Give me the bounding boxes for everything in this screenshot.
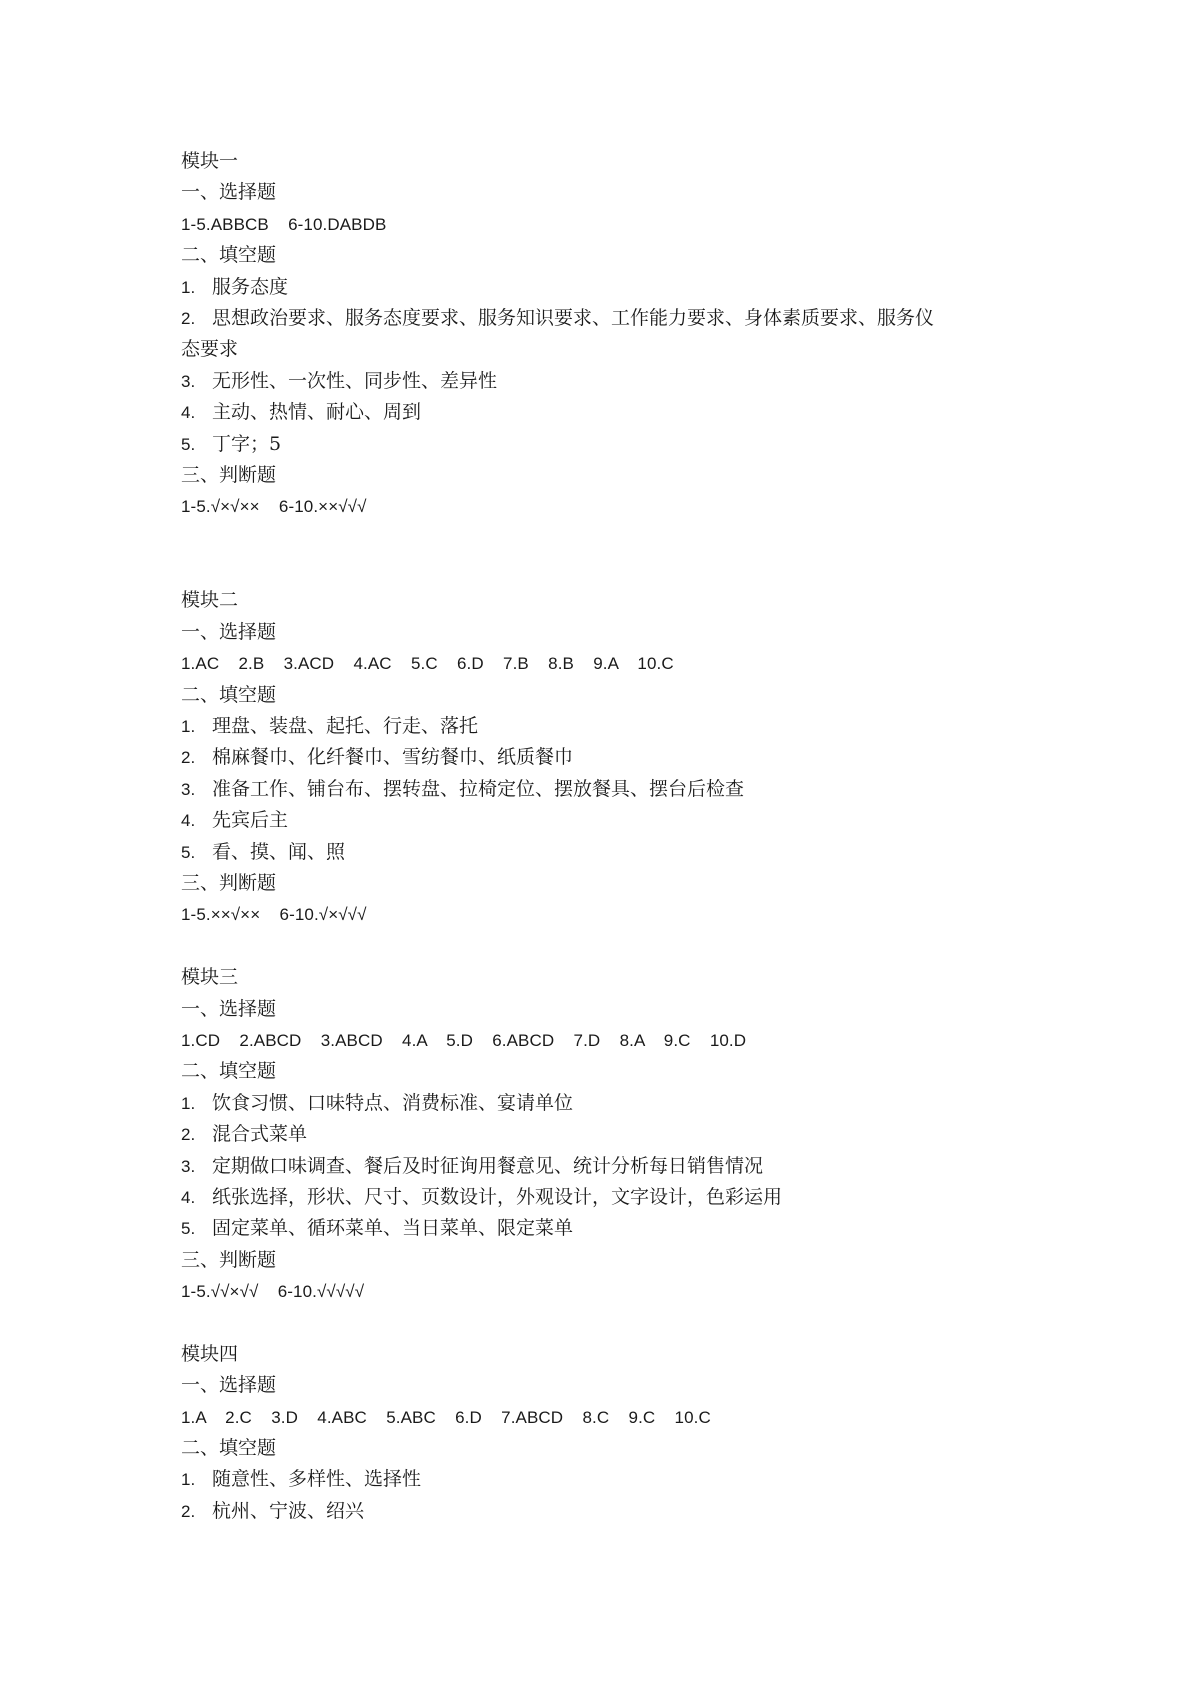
- fill-item-number: 5.: [181, 434, 196, 454]
- module-2: [181, 585, 1031, 930]
- fill-item-text: 定期做口味调查、餐后及时征询用餐意见、统计分析每日销售情况: [212, 1154, 764, 1177]
- fill-item: [181, 303, 1031, 334]
- module-3: [181, 962, 1031, 1307]
- fill-item-text: 纸张选择，形状、尺寸、页数设计，外观设计，文字设计，色彩运用: [212, 1185, 783, 1208]
- fill-item-continuation: [181, 334, 1031, 365]
- fill-item-text: 服务态度: [212, 275, 289, 298]
- spacer: [181, 523, 1031, 586]
- section-heading-choice: 一、选择题: [181, 997, 277, 1020]
- fill-item-text: 无形性、一次性、同步性、差异性: [212, 369, 498, 392]
- fill-item-number: 2.: [181, 748, 196, 768]
- fill-item-number: 1.: [181, 277, 196, 297]
- section-heading-judge: 三、判断题: [181, 1248, 277, 1271]
- module-4: [181, 1339, 1031, 1527]
- fill-item: [181, 1151, 1031, 1182]
- fill-item: [181, 397, 1031, 428]
- module-title: 模块一: [181, 150, 239, 172]
- fill-item-number: 2.: [181, 1501, 196, 1521]
- choice-answers: 1.A 2.C 3.D 4.ABC 5.ABC 6.D 7.ABCD 8.C 9.C 10.C: [181, 1407, 711, 1427]
- section-heading-judge: 三、判断题: [181, 872, 277, 894]
- fill-item-number: 3.: [181, 1156, 196, 1176]
- fill-item-number: 2.: [181, 1125, 196, 1145]
- fill-item-number: 1.: [181, 1093, 196, 1113]
- fill-item-number: 5.: [181, 1219, 196, 1239]
- fill-item-text: 固定菜单、循环菜单、当日菜单、限定菜单: [212, 1217, 574, 1240]
- fill-item-text: 主动、热情、耐心、周到: [212, 401, 422, 424]
- fill-item: [181, 272, 1031, 303]
- fill-item: [181, 837, 1031, 868]
- fill-item: [181, 774, 1031, 805]
- fill-item-number: 1.: [181, 717, 196, 737]
- judge-answers: 1-5.√√×√√ 6-10.√√√√√: [181, 1282, 365, 1302]
- fill-item-number: 4.: [181, 403, 196, 423]
- fill-item: [181, 1464, 1031, 1495]
- section-heading-choice: 一、选择题: [181, 1374, 277, 1397]
- fill-item-text: 态要求: [181, 338, 239, 361]
- fill-item: [181, 366, 1031, 397]
- fill-item-text: 思想政治要求、服务态度要求、服务知识要求、工作能力要求、身体素质要求、服务仪: [212, 306, 935, 329]
- fill-item-text: 丁字；5: [212, 432, 282, 455]
- fill-item-text: 棉麻餐巾、化纤餐巾、雪纺餐巾、纸质餐巾: [212, 746, 574, 769]
- spacer: [181, 1307, 1031, 1338]
- module-1: [181, 146, 1031, 523]
- fill-item: [181, 742, 1031, 773]
- section-heading-fill: 二、填空题: [181, 1060, 277, 1083]
- fill-item: [181, 429, 1031, 460]
- section-heading-choice: 一、选择题: [181, 181, 277, 204]
- judge-answers: 1-5.××√×× 6-10.√×√√√: [181, 905, 367, 925]
- fill-item: [181, 1182, 1031, 1213]
- fill-item-number: 3.: [181, 779, 196, 799]
- section-heading-fill: 二、填空题: [181, 244, 277, 267]
- section-heading-fill: 二、填空题: [181, 683, 277, 706]
- choice-answers: 1.CD 2.ABCD 3.ABCD 4.A 5.D 6.ABCD 7.D 8.A 9.C 10.D: [181, 1030, 747, 1050]
- fill-item-number: 4.: [181, 1187, 196, 1207]
- fill-item-number: 3.: [181, 371, 196, 391]
- fill-item-text: 理盘、装盘、起托、行走、落托: [212, 715, 479, 738]
- fill-item: [181, 1213, 1031, 1244]
- choice-answers: 1.AC 2.B 3.ACD 4.AC 5.C 6.D 7.B 8.B 9.A 10.C: [181, 654, 674, 674]
- spacer: [181, 931, 1031, 962]
- fill-item: [181, 711, 1031, 742]
- choice-answers: 1-5.ABBCB 6-10.DABDB: [181, 214, 387, 234]
- judge-answers: 1-5.√×√×× 6-10.××√√√: [181, 497, 367, 517]
- section-heading-choice: 一、选择题: [181, 620, 277, 643]
- fill-item-text: 看、摸、闻、照: [212, 840, 346, 863]
- fill-item-text: 准备工作、铺台布、摆转盘、拉椅定位、摆放餐具、摆台后检查: [212, 777, 745, 800]
- module-title: 模块二: [181, 589, 239, 612]
- fill-item-number: 2.: [181, 308, 196, 328]
- fill-item-text: 随意性、多样性、选择性: [212, 1468, 422, 1491]
- module-title: 模块三: [181, 966, 239, 989]
- module-title: 模块四: [181, 1342, 239, 1365]
- fill-item-text: 杭州、宁波、绍兴: [212, 1499, 365, 1522]
- fill-item-text: 先宾后主: [212, 809, 289, 832]
- fill-item: [181, 1119, 1031, 1150]
- fill-item-number: 4.: [181, 811, 196, 831]
- document-page: [181, 146, 1031, 1527]
- fill-item-number: 1.: [181, 1470, 196, 1490]
- fill-item-text: 饮食习惯、口味特点、消费标准、宴请单位: [212, 1091, 574, 1114]
- fill-item-text: 混合式菜单: [212, 1123, 308, 1146]
- section-heading-judge: 三、判断题: [181, 463, 277, 486]
- section-heading-fill: 二、填空题: [181, 1437, 277, 1460]
- fill-item: [181, 1088, 1031, 1119]
- fill-item-number: 5.: [181, 842, 196, 862]
- fill-item: [181, 1496, 1031, 1527]
- fill-item: [181, 805, 1031, 836]
